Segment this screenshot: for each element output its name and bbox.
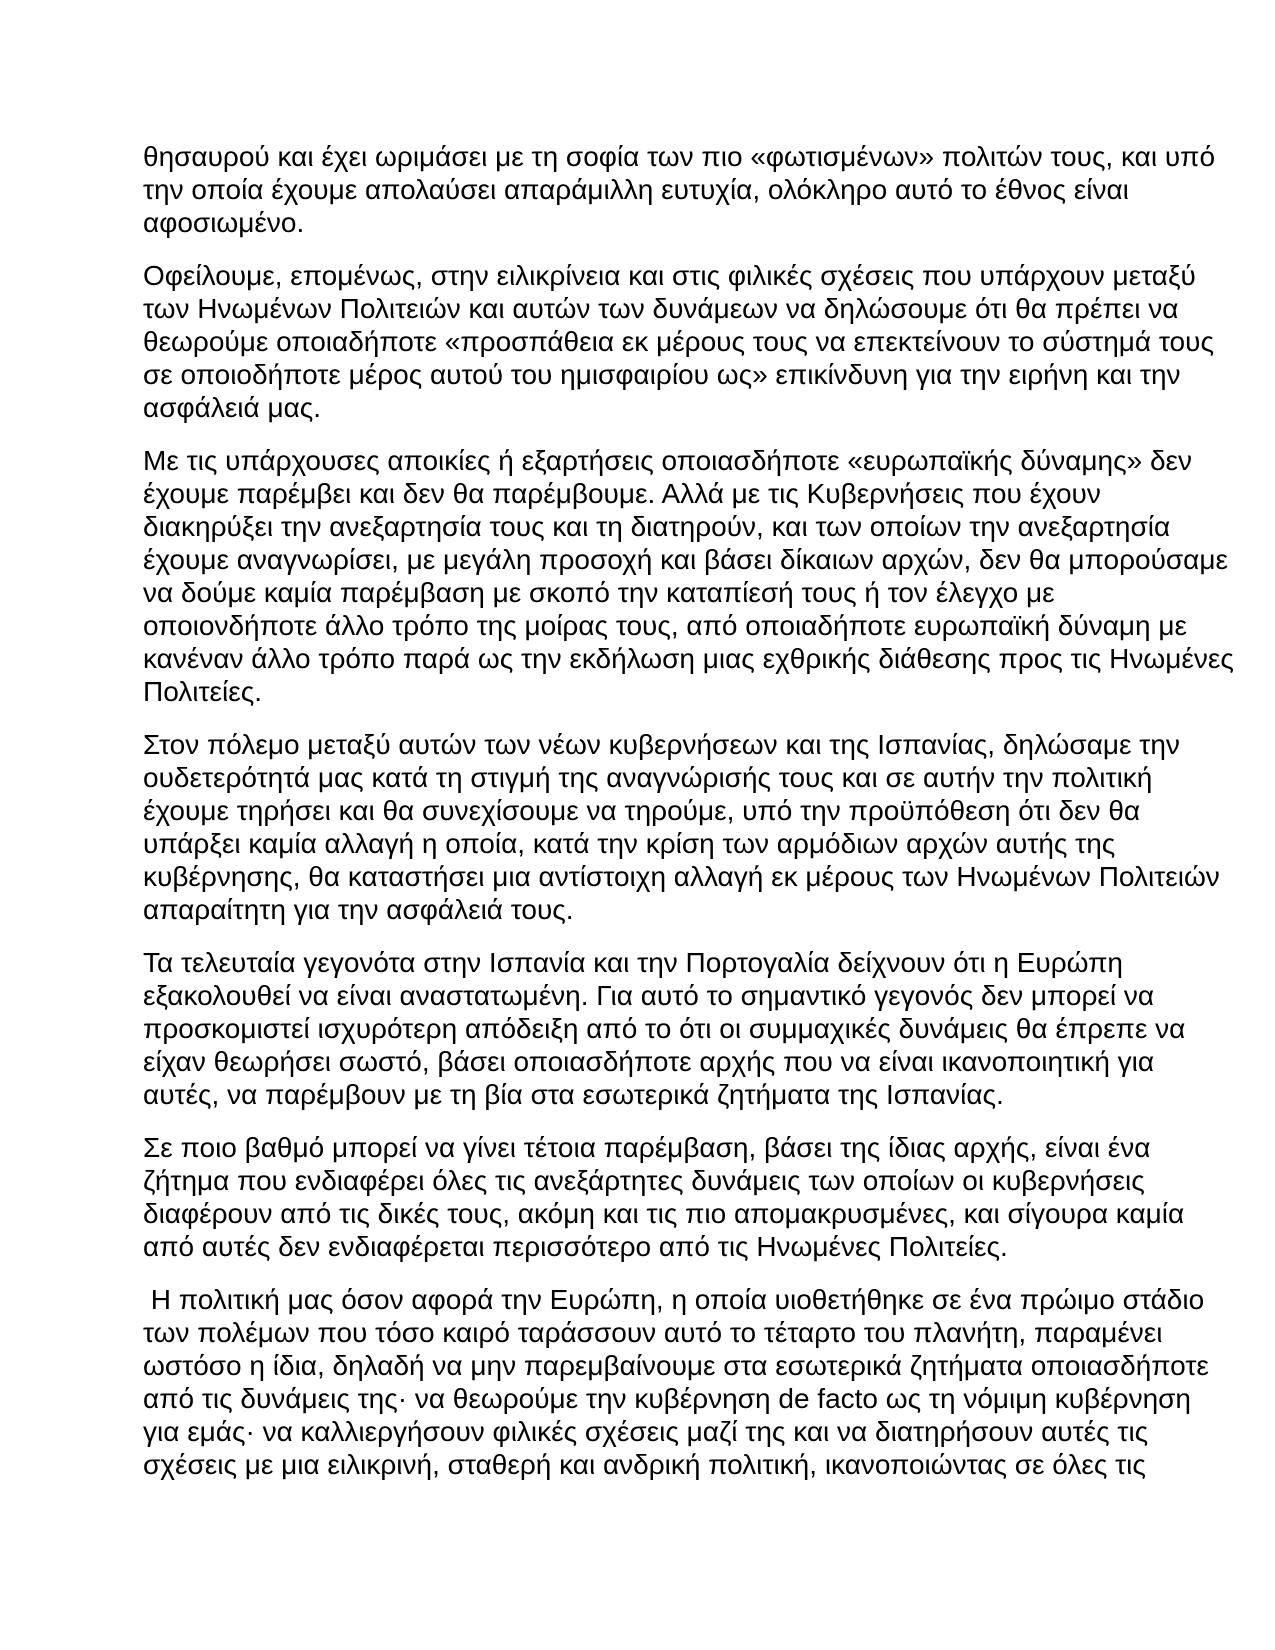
text-line: Τα τελευταία γεγονότα στην Ισπανία και την Πορτογαλία δείχνουν ότι η Ευρώπη [143, 947, 1123, 978]
text-line: αυτές, να παρέμβουν με τη βία στα εσωτερικά ζητήματα της Ισπανίας. [143, 1079, 1004, 1110]
paragraph [143, 1283, 1223, 1481]
text-line: ουδετερότητά μας κατά τη στιγμή της αναγνώρισής τους και σε αυτήν την πολιτική [143, 762, 1153, 793]
text-line: από τις δυνάμεις της· να θεωρούμε την κυβέρνηση de facto ως τη νόμιμη κυβέρνηση [143, 1383, 1191, 1414]
document-body [143, 140, 1234, 1501]
text-line: Στον πόλεμο μεταξύ αυτών των νέων κυβερνήσεων και της Ισπανίας, δηλώσαμε την [143, 729, 1180, 760]
paragraph [143, 728, 1223, 926]
text-line: σε οποιοδήποτε μέρος αυτού του ημισφαιρίου ως» επικίνδυνη για την ειρήνη και την [143, 359, 1181, 390]
text-line: κυβέρνησης, θα καταστήσει μια αντίστοιχη αλλαγή εκ μέρους των Ηνωμένων Πολιτειών [143, 861, 1220, 892]
text-line: ζήτημα που ενδιαφέρει όλες τις ανεξάρτητες δυνάμεις των οποίων οι κυβερνήσεις [143, 1165, 1145, 1196]
text-line: Πολιτείες. [143, 676, 262, 707]
text-line: διακηρύξει την ανεξαρτησία τους και τη διατηρούν, και των οποίων την ανεξαρτησία [143, 511, 1171, 542]
text-line: αφοσιωμένο. [143, 207, 305, 238]
paragraph [143, 140, 1223, 239]
text-line: ασφάλειά μας. [143, 392, 322, 423]
text-line: απαραίτητη για την ασφάλειά τους. [143, 894, 574, 925]
paragraph [143, 444, 1234, 708]
text-line: έχουμε αναγνωρίσει, με μεγάλη προσοχή και βάσει δίκαιων αρχών, δεν θα μπορούσαμε [143, 544, 1228, 575]
text-line: έχουμε παρέμβει και δεν θα παρέμβουμε. Αλλά με τις Κυβερνήσεις που έχουν [143, 478, 1101, 509]
text-line: Σε ποιο βαθμό μπορεί να γίνει τέτοια παρέμβαση, βάσει της ίδιας αρχής, είναι ένα [143, 1132, 1151, 1163]
text-line: Η πολιτική μας όσον αφορά την Ευρώπη, η οποία υιοθετήθηκε σε ένα πρώιμο στάδιο [143, 1284, 1205, 1315]
text-line: σχέσεις με μια ειλικρινή, σταθερή και ανδρική πολιτική, ικανοποιώντας σε όλες τις [143, 1449, 1146, 1480]
text-line: των Ηνωμένων Πολιτειών και αυτών των δυνάμεων να δηλώσουμε ότι θα πρέπει να [143, 293, 1179, 324]
text-line: την οποία έχουμε απολαύσει απαράμιλλη ευτυχία, ολόκληρο αυτό το έθνος είναι [143, 174, 1129, 205]
paragraph [143, 259, 1223, 424]
text-line: είχαν θεωρήσει σωστό, βάσει οποιασδήποτε αρχής που να είναι ικανοποιητική για [143, 1046, 1155, 1077]
text-line: των πολέμων που τόσο καιρό ταράσσουν αυτό το τέταρτο του πλανήτη, παραμένει [143, 1317, 1163, 1348]
text-line: οποιονδήποτε άλλο τρόπο της μοίρας τους, από οποιαδήποτε ευρωπαϊκή δύναμη με [143, 610, 1187, 641]
paragraph [143, 946, 1223, 1111]
text-line: εξακολουθεί να είναι αναστατωμένη. Για αυτό το σημαντικό γεγονός δεν μπορεί να [143, 980, 1155, 1011]
text-line: Οφείλουμε, επομένως, στην ειλικρίνεια και στις φιλικές σχέσεις που υπάρχουν μεταξύ [143, 260, 1196, 291]
text-line: Με τις υπάρχουσες αποικίες ή εξαρτήσεις οποιασδήποτε «ευρωπαϊκής δύναμης» δεν [143, 445, 1193, 476]
text-line: διαφέρουν από τις δικές τους, ακόμη και τις πιο απομακρυσμένες, και σίγουρα καμία [143, 1198, 1185, 1229]
text-line: θεωρούμε οποιαδήποτε «προσπάθεια εκ μέρους τους να επεκτείνουν το σύστημά τους [143, 326, 1214, 357]
paragraph [143, 1131, 1223, 1263]
text-line: έχουμε τηρήσει και θα συνεχίσουμε να τηρούμε, υπό την προϋπόθεση ότι δεν θα [143, 795, 1141, 826]
text-line: για εμάς· να καλλιεργήσουν φιλικές σχέσεις μαζί της και να διατηρήσουν αυτές τις [143, 1416, 1149, 1447]
text-line: ωστόσο η ίδια, δηλαδή να μην παρεμβαίνουμε στα εσωτερικά ζητήματα οποιασδήποτε [143, 1350, 1209, 1381]
text-line: θησαυρού και έχει ωριμάσει με τη σοφία των πιο «φωτισμένων» πολιτών τους, και υπό [143, 141, 1216, 172]
text-line: προσκομιστεί ισχυρότερη απόδειξη από το ότι οι συμμαχικές δυνάμεις θα έπρεπε να [143, 1013, 1186, 1044]
text-line: από αυτές δεν ενδιαφέρεται περισσότερο από τις Ηνωμένες Πολιτείες. [143, 1231, 1008, 1262]
text-line: υπάρξει καμία αλλαγή η οποία, κατά την κρίση των αρμόδιων αρχών αυτής της [143, 828, 1116, 859]
text-line: να δούμε καμία παρέμβαση με σκοπό την καταπίεσή τους ή τον έλεγχο με [143, 577, 1055, 608]
text-line: κανέναν άλλο τρόπο παρά ως την εκδήλωση μιας εχθρικής διάθεσης προς τις Ηνωμένες [143, 643, 1234, 674]
